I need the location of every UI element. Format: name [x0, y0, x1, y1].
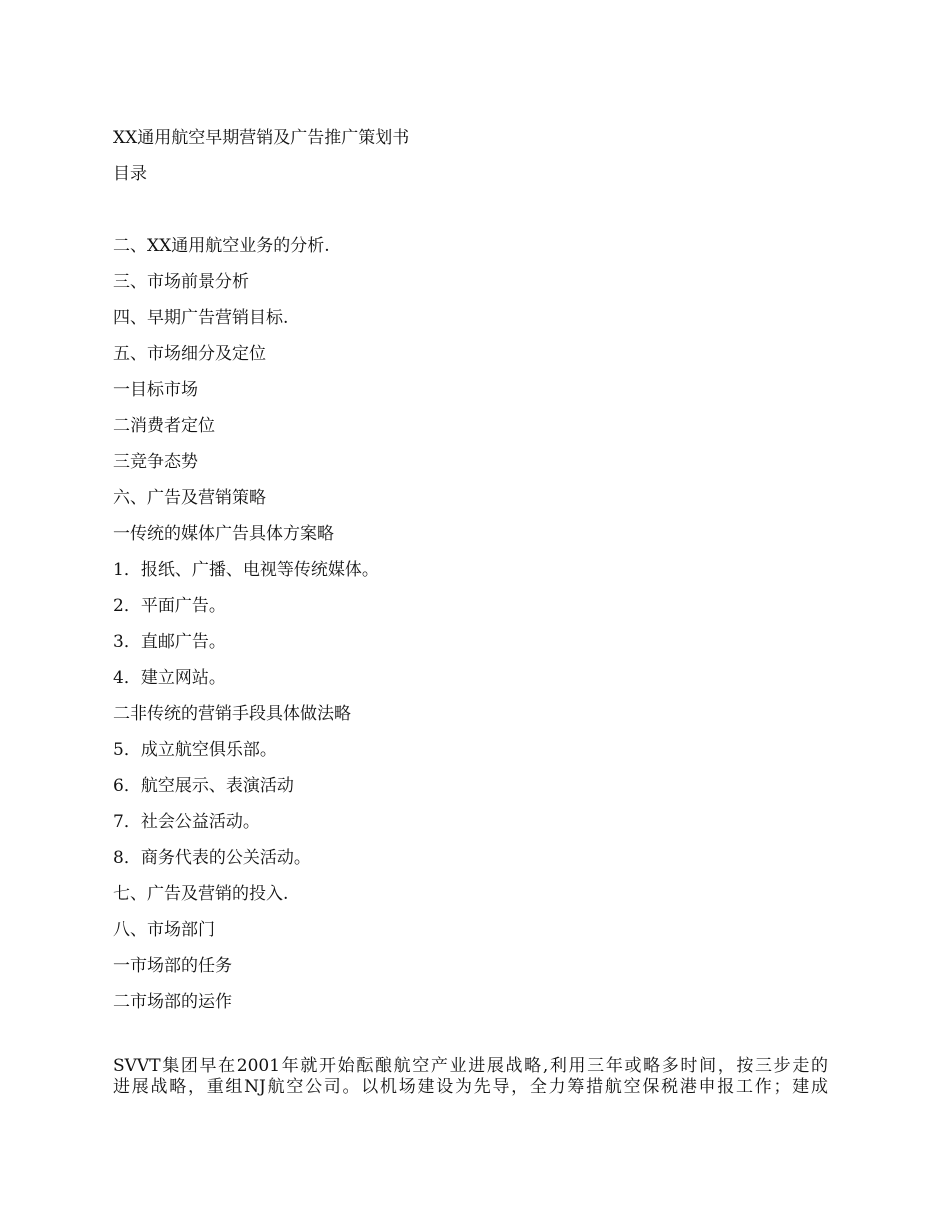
body-line: 进展战略，重组NJ航空公司。以机场建设为先导，全力筹措航空保税港申报工作；建成: [113, 1077, 828, 1097]
toc-item: 四、早期广告营销目标.: [113, 308, 289, 328]
body-paragraph: [113, 1056, 828, 1098]
toc-item: 一目标市场: [113, 380, 198, 400]
toc-item: 二非传统的营销手段具体做法略: [113, 704, 351, 724]
toc-item: 一市场部的任务: [113, 956, 232, 976]
body-line: SVVT集团早在2001年就开始酝酿航空产业进展战略,利用三年或略多时间，按三步走的: [113, 1056, 828, 1076]
toc-item: 4．建立网站。: [113, 668, 226, 688]
toc-item: 三、市场前景分析: [113, 272, 249, 292]
toc-item: 七、广告及营销的投入.: [113, 884, 289, 904]
toc-item: 8．商务代表的公关活动。: [113, 848, 311, 868]
toc-item: 5．成立航空俱乐部。: [113, 740, 277, 760]
document-title: XX通用航空早期营销及广告推广策划书: [113, 128, 410, 148]
toc-item: 二市场部的运作: [113, 992, 232, 1012]
toc-item: 2．平面广告。: [113, 596, 226, 616]
toc-item: 二消费者定位: [113, 416, 215, 436]
toc-item: 6．航空展示、表演活动: [113, 776, 294, 796]
toc-item: 三竞争态势: [113, 452, 198, 472]
toc-item: 二、XX通用航空业务的分析.: [113, 236, 330, 256]
toc-item: 五、市场细分及定位: [113, 344, 266, 364]
toc-item: 一传统的媒体广告具体方案略: [113, 524, 334, 544]
toc-item: 3．直邮广告。: [113, 632, 226, 652]
toc-heading: 目录: [113, 164, 147, 184]
toc-item: 八、市场部门: [113, 920, 215, 940]
table-of-contents: [113, 234, 379, 1026]
toc-item: 7．社会公益活动。: [113, 812, 260, 832]
toc-item: 六、广告及营销策略: [113, 488, 266, 508]
toc-item: 1．报纸、广播、电视等传统媒体。: [113, 560, 379, 580]
